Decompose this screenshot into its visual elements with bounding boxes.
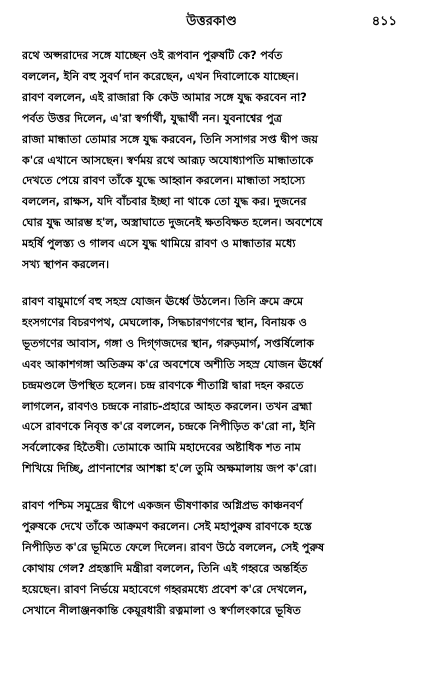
text-line: কোথায় গেল? প্রহস্তাদি মন্ত্রীরা বললেন, তিনি এই গহ্বরে অন্তর্হিত [22, 561, 308, 575]
text-line: ভূতগণের আবাস, গঙ্গা ও দিগ্‌গজদের স্থান, গরুড়মার্গ, সপ্তর্ষিলোক [22, 336, 314, 350]
text-line: রথে অপ্সরাদের সঙ্গে যাচ্ছেন ওই রূপবান পুরুষটি কে? পর্বত [22, 49, 283, 62]
text-line: দেখতে পেয়ে রাবণ তাঁকে যুদ্ধে আহ্বান করলেন। মান্ধাতা সহাস্যে [22, 174, 305, 188]
text-line: ঘোর যুদ্ধ আরম্ভ হ'ল, অস্ত্রাঘাতে দুজনেই ক্ষতবিক্ষত হলেন। অবশেষে [22, 216, 323, 230]
text-line: পুরুষকে দেখে তাঁকে আক্রমণ করলেন। সেই মহাপুরুষ রাবণকে হস্তে [22, 520, 312, 534]
text-line: শিখিয়ে দিচ্ছি, প্রাণনাশের আশঙ্কা হ'লে তুমি অক্ষমালায় জপ ক'রো। [22, 462, 317, 476]
text-line: সর্বলোকের হিতৈষী। তোমাকে আমি মহাদেবের অষ্টাধিক শত নাম [22, 441, 301, 455]
text-line: রাবণ পশ্চিম সমুদ্রের দ্বীপে একজন ভীষণাকার অগ্নিপ্রভ কাঞ্চনবর্ণ [22, 499, 303, 513]
text-line: সেখানে নীলাঞ্জনকান্তি কেয়ূরধারী রত্নমালা ও স্বর্ণালংকারে ভূষিত [22, 603, 301, 617]
text-line: বললেন, ইনি বহু সুবর্ণ দান করেছেন, এখন দিবালোকে যাচ্ছেন। [22, 69, 299, 83]
text-line: রাবণ বায়ুমার্গে বহু সহস্র যোজন ঊর্ধ্বে উঠলেন। তিনি ক্রমে ক্রমে [22, 294, 304, 308]
paragraph-3 [22, 496, 401, 621]
text-line: এসে রাবণকে নিবৃত্ত ক'রে বললেন, চন্দ্রকে নিপীড়িত ক'রো না, ইনি [22, 420, 316, 434]
paragraph-1 [22, 46, 401, 276]
text-line: চন্দ্রমণ্ডলে উপস্থিত হলেন। চন্দ্র রাবণকে শীতাগ্নি দ্বারা দহন করতে [22, 378, 304, 392]
page-header [22, 12, 401, 36]
paragraph-2 [22, 292, 401, 480]
text-line: সখ্য স্থাপন করলেন। [22, 258, 109, 272]
text-line: নিপীড়িত ক'রে ভূমিতে ফেলে দিলেন। রাবণ উঠে বললেন, সেই পুরুষ [22, 540, 325, 554]
text-line: রাজা মান্ধাতা তোমার সঙ্গে যুদ্ধ করবেন, তিনি সসাগর সপ্ত দ্বীপ জয় [22, 132, 318, 146]
text-line: লাগলেন, রাবণও চন্দ্রকে নারাচ-প্রহারে আহত করলেন। তখন ব্রহ্মা [22, 399, 312, 413]
text-line: মহর্ষি পুলস্ত্য ও গালব এসে যুদ্ধ থামিয়ে রাবণ ও মান্ধাতার মধ্যে [22, 237, 296, 251]
text-line: হয়েছেন। রাবণ নির্ভয়ে মহাবেগে গহ্বরমধ্যে প্রবেশ ক'রে দেখলেন, [22, 582, 308, 596]
text-line: রাবণ বললেন, এই রাজারা কি কেউ আমার সঙ্গে যুদ্ধ করবেন না? [22, 90, 307, 104]
text-line: ক'রে এখানে আসছেন। স্বর্ণময় রথে আরূঢ় অযোধ্যাপতি মান্ধাতাকে [22, 153, 314, 167]
running-title: উত্তরকাণ্ড [186, 14, 237, 29]
text-line: পর্বত উত্তর দিলেন, এ'রা স্বর্গার্থী, যুদ্ধার্থী নন। যুবনাশ্বের পুত্র [22, 111, 282, 125]
text-line: হংসগণের বিচরণপথ, মেঘলোক, সিদ্ধচারণগণের স্থান, বিনায়ক ও [22, 315, 307, 329]
text-line: এবং আকাশগঙ্গা অতিক্রম ক'রে অবশেষে অশীতি সহস্র যোজন ঊর্ধ্বে [22, 357, 323, 371]
text-line: বললেন, রাক্ষস, যদি বাঁচবার ইচ্ছা না থাকে তো যুদ্ধ কর। দুজনের [22, 195, 307, 209]
page-number: ৪১১ [371, 14, 397, 29]
